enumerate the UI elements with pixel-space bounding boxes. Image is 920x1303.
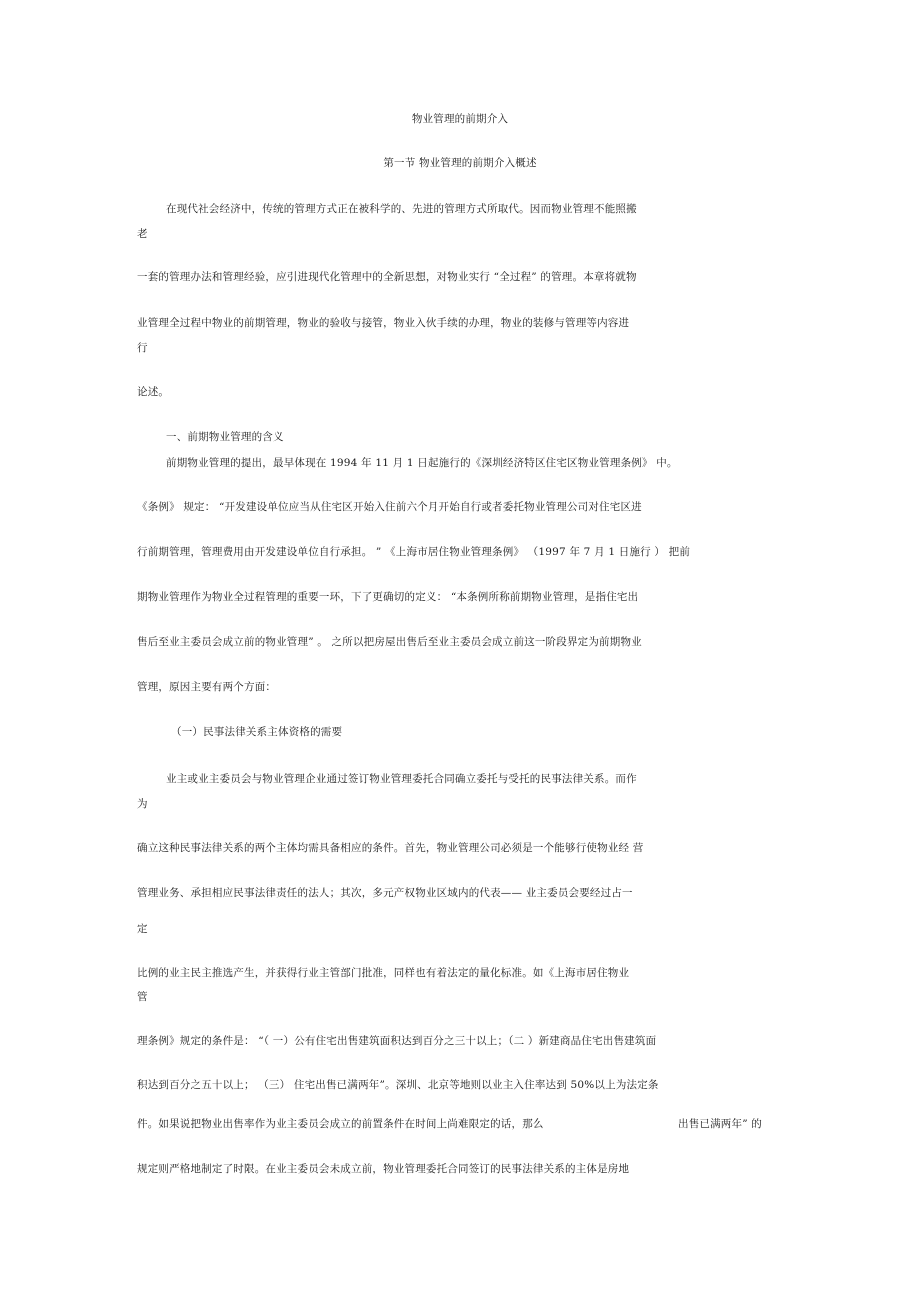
paragraph-line: 老 bbox=[137, 228, 148, 240]
paragraph-line: 件。如果说把物业出售率作为业主委员会成立的前置条件在时间上尚难限定的话，那么 bbox=[137, 1118, 544, 1130]
paragraph-line: 在现代社会经济中，传统的管理方式正在被科学的、先进的管理方式所取代。因而物业管理不能照搬 bbox=[166, 203, 637, 215]
paragraph-line: 定 bbox=[137, 923, 148, 935]
subheading: （一）民事法律关系主体资格的需要 bbox=[171, 726, 343, 738]
paragraph-line-fragment: 出售已满两年” 的 bbox=[678, 1118, 763, 1130]
paragraph-line: 理条例》规定的条件是： “（ 一）公有住宅出售建筑面积达到百分之三十以上；（二 ）新建商品住宅出售建筑面 bbox=[137, 1035, 657, 1047]
paragraph-line: 售后至业主委员会成立前的物业管理” 。 之所以把房屋出售后至业主委员会成立前这一阶段界定为前期物业 bbox=[137, 636, 642, 648]
paragraph-line: 《条例》 规定： “开发建设单位应当从住宅区开始入住前六个月开始自行或者委托物业管理公司对住宅区进 bbox=[137, 501, 642, 513]
paragraph-line: 管理业务、承担相应民事法律责任的法人；其次，多元产权物业区域内的代表—— 业主委员会要经过占一 bbox=[137, 887, 633, 899]
paragraph-line: 行前期管理，管理费用由开发建设单位自行承担。 ” 《上海市居住物业管理条例》 （1997 年 7 月 1 日施行 ） 把前 bbox=[137, 546, 691, 558]
paragraph-line: 比例的业主民主推选产生，并获得行业主管部门批准，同样也有着法定的量化标准。如《上海市居住物业 bbox=[137, 967, 630, 979]
paragraph-line: 论述。 bbox=[137, 386, 170, 398]
paragraph-line: 积达到百分之五十以上； （三） 住宅出售已满两年”。深圳、北京等地则以业主入住率达到 50%以上为法定条 bbox=[137, 1079, 659, 1091]
paragraph-line: 为 bbox=[137, 798, 148, 810]
paragraph-line: 规定则严格地制定了时限。在业主委员会未成立前，物业管理委托合同签订的民事法律关系的主体是房地 bbox=[137, 1163, 630, 1175]
heading-1: 一、前期物业管理的含义 bbox=[166, 431, 284, 443]
paragraph-line: 期物业管理作为物业全过程管理的重要一环，下了更确切的定义： “本条例所称前期物业管理，是指住宅出 bbox=[137, 591, 639, 603]
paragraph-line: 确立这种民事法律关系的两个主体均需具备相应的条件。首先，物业管理公司必须是一个能够行使物业经 营 bbox=[137, 842, 644, 854]
paragraph-line: 管理，原因主要有两个方面： bbox=[137, 681, 277, 693]
paragraph-line: 前期物业管理的提出，最早体现在 1994 年 11 月 1 日起施行的《深圳经济特区住宅区物业管理条例》 中。 bbox=[166, 457, 678, 469]
paragraph-line: 业主或业主委员会与物业管理企业通过签订物业管理委托合同确立委托与受托的民事法律关系。而作 bbox=[166, 773, 637, 785]
paragraph-line: 一套的管理办法和管理经验，应引进现代化管理中的全新思想，对物业实行 “全过程” 的管理。本章将就物 bbox=[137, 271, 637, 283]
paragraph-line: 业管理全过程中物业的前期管理，物业的验收与接管，物业入伙手续的办理，物业的装修与管理等内容进 bbox=[137, 317, 630, 329]
paragraph-line: 行 bbox=[137, 342, 148, 354]
document-title: 物业管理的前期介入 bbox=[411, 113, 509, 125]
section-title: 第一节 物业管理的前期介入概述 bbox=[383, 157, 537, 169]
paragraph-line: 管 bbox=[137, 991, 148, 1003]
